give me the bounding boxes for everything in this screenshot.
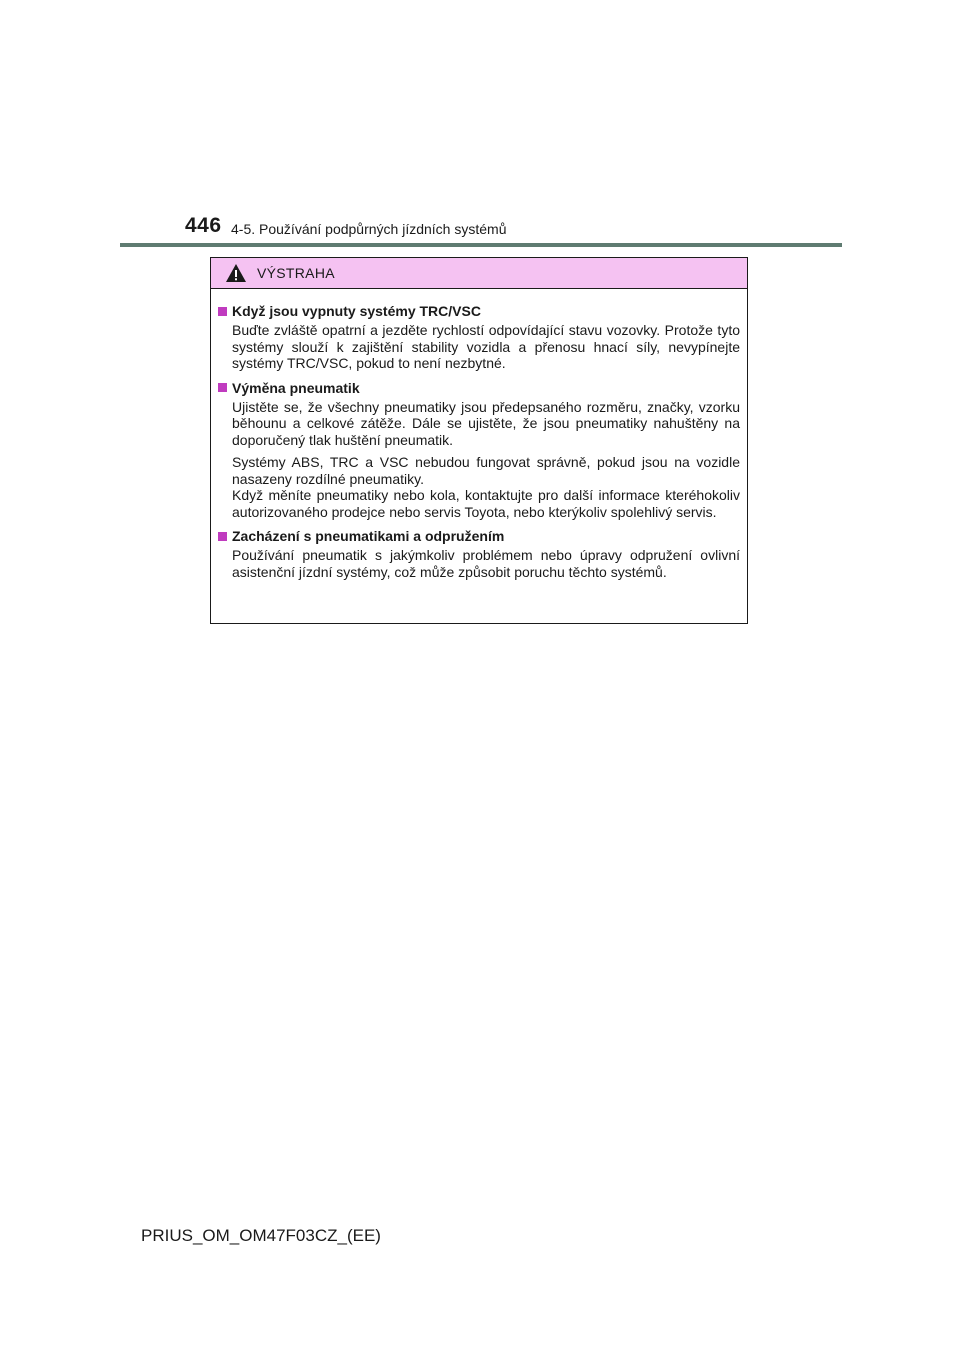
warning-label: VÝSTRAHA bbox=[257, 265, 335, 281]
bullet-square-icon bbox=[218, 532, 227, 541]
section-title: 4-5. Používání podpůrných jízdních systémů bbox=[231, 221, 507, 237]
warning-triangle-icon bbox=[225, 263, 247, 283]
topic-heading-text: Výměna pneumatik bbox=[232, 379, 360, 396]
paragraph: Systémy ABS, TRC a VSC nebudou fungovat správně, pokud jsou na vozidle nasazeny rozdílné pneumatiky. bbox=[232, 454, 740, 487]
topic-handling bbox=[218, 526, 740, 580]
header-rule bbox=[120, 243, 842, 247]
topic-heading bbox=[218, 526, 740, 546]
topic-heading-text: Zacházení s pneumatikami a odpružením bbox=[232, 528, 505, 544]
topic-heading bbox=[218, 378, 740, 398]
topic-tires-off bbox=[218, 301, 740, 372]
warning-box bbox=[210, 257, 748, 624]
topic-heading-text: Když jsou vypnuty systémy TRC/VSC bbox=[232, 303, 481, 319]
topic-heading bbox=[218, 301, 740, 321]
paragraph: Buďte zvláště opatrní a jezděte rychlostí odpovídající stavu vozovky. Protože tyto systémy slouží k zajištění stability vozidla a přenosu hnací síly, nevypínejte systémy TRC/VSC, pokud to není nezbytné. bbox=[232, 322, 740, 371]
footer-document-code: PRIUS_OM_OM47F03CZ_(EE) bbox=[141, 1226, 381, 1245]
page-number: 446 bbox=[185, 214, 222, 237]
warning-header bbox=[211, 258, 747, 289]
topic-tire-replacement bbox=[218, 378, 740, 521]
paragraph: Když měníte pneumatiky nebo kola, kontaktujte pro další informace kteréhokoliv autorizovaného prodejce nebo servis Toyota, nebo kterýkoliv spolehlivý servis. bbox=[232, 487, 740, 520]
bullet-square-icon bbox=[218, 307, 227, 316]
paragraph: Používání pneumatik s jakýmkoliv problémem nebo úpravy odpružení ovlivní asistenční jízdní systémy, což může způsobit poruchu těchto systémů. bbox=[232, 547, 740, 580]
bullet-square-icon bbox=[218, 383, 227, 392]
warning-body bbox=[211, 289, 747, 580]
paragraph: Ujistěte se, že všechny pneumatiky jsou předepsaného rozměru, značky, vzorku běhounu a celkové zátěže. Dále se ujistěte, že jsou pneumatiky nahuštěny na doporučený tlak huštění pneumatik. bbox=[232, 398, 740, 448]
